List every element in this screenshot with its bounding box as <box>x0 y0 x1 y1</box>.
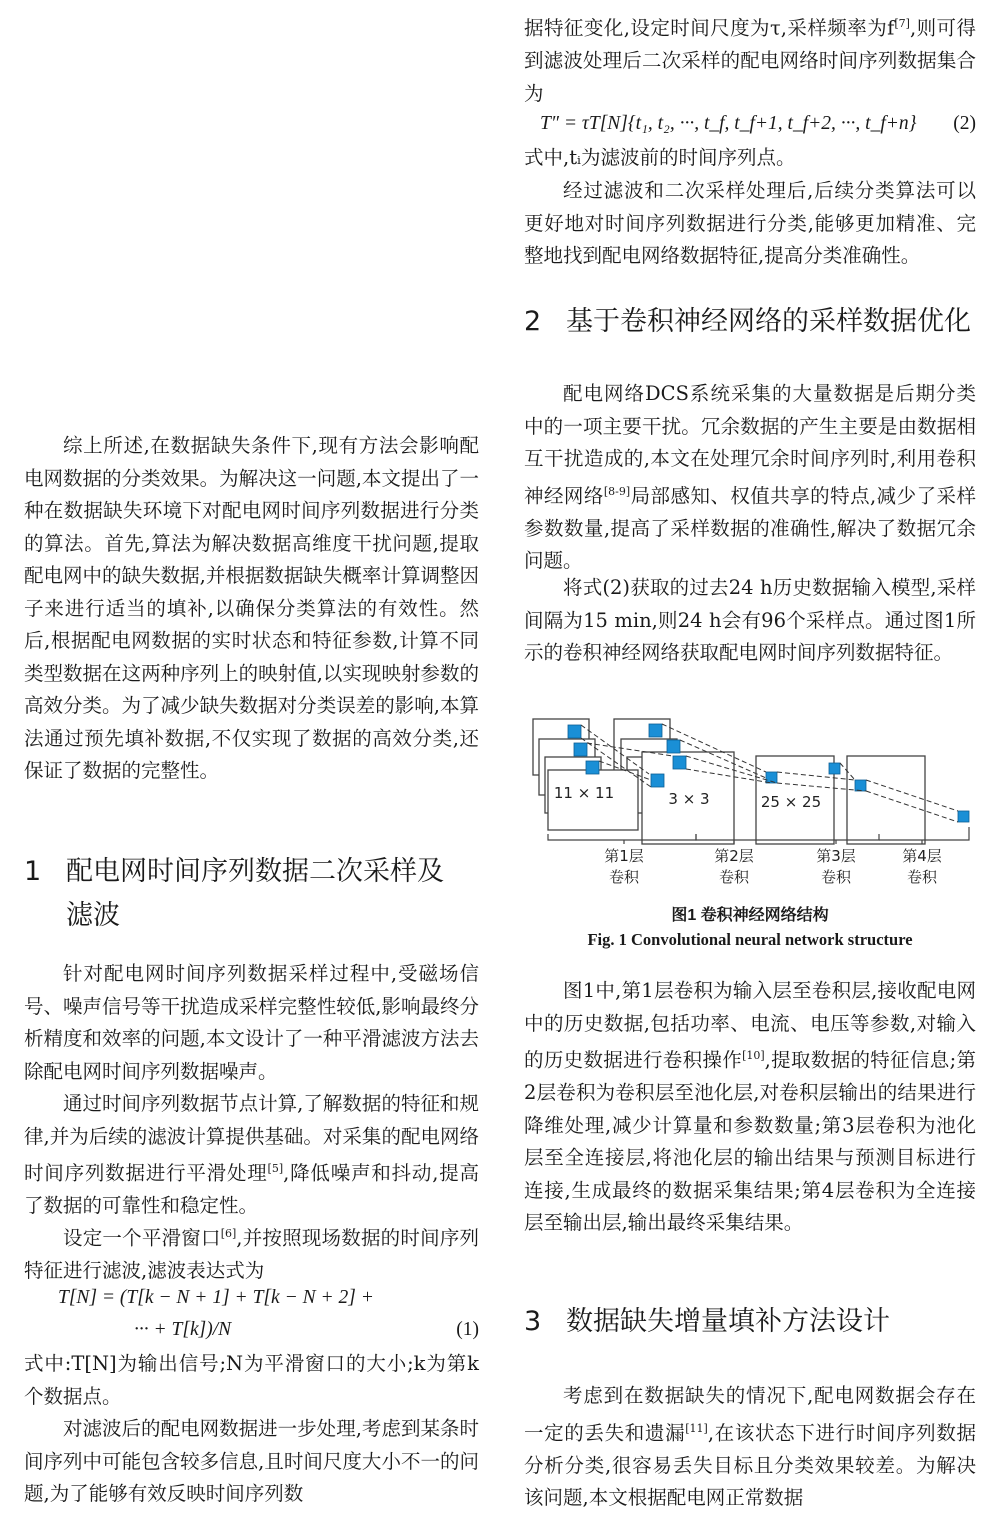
layer-3-label: 第3层 <box>816 847 856 865</box>
box-label-11x11: 11 × 11 <box>553 784 615 802</box>
fc-map-box <box>847 756 925 844</box>
layer-1-sub-label: 卷积 <box>608 868 640 886</box>
box-label-25x25: 25 × 25 <box>760 793 822 811</box>
section-2-heading <box>524 300 976 344</box>
layer-3-sub-label: 卷积 <box>820 868 852 886</box>
equation-2-explanation: 式中,tᵢ为滤波前的时间序列点。 <box>524 146 796 169</box>
equation-2: T″ = τT[N]{t₁, t₂, ···, t_f, t_f+1, t_f+2, ···, t_f+n} (2) <box>524 108 976 141</box>
kernel-out <box>958 811 969 822</box>
section-1-paragraph-4: 对滤波后的配电网数据进一步处理,考虑到某条时间序列中可能包含较多信息,且时间尺度大小不一的问题,为了能够有效反映时间序列数 <box>24 1417 479 1505</box>
figure-1-caption-en: Fig. 1 Convolutional neural network structure <box>587 930 913 949</box>
layer-4-label: 第4层 <box>902 847 942 865</box>
figure-1-caption-cn: 图1 卷积神经网络结构 <box>671 907 829 924</box>
equation-1-line-2: ··· + T[k])/N (1) <box>24 1314 479 1347</box>
equation-1-number: (1) <box>456 1319 479 1340</box>
kernel-2d <box>651 774 664 787</box>
kernel-2c <box>673 756 686 769</box>
citation-7: [7] <box>894 17 910 30</box>
section-1-paragraph-3: 设定一个平滑窗口[6],并按照现场数据的时间序列特征进行滤波,滤波表达式为 <box>24 1226 479 1282</box>
section-1-title-line2: 滤波 <box>66 900 120 931</box>
after-equation-2-paragraph: 经过滤波和二次采样处理后,后续分类算法可以更好地对时间序列数据进行分类,能够更加精准、完整地找到配电网络数据特征,提高分类准确性。 <box>524 179 976 267</box>
layer-4-sub-label: 卷积 <box>906 868 938 886</box>
equation-1-explanation: 式中:T[N]为输出信号;N为平滑窗口的大小;k为第k个数据点。 <box>24 1352 479 1408</box>
citation-11: [11] <box>685 1421 708 1435</box>
section-2-number: 2 <box>524 306 542 337</box>
layer-2-sub-label: 卷积 <box>718 868 750 886</box>
citation-10: [10] <box>742 1049 765 1062</box>
layer-1-label: 第1层 <box>604 847 644 865</box>
summary-paragraph: 综上所述,在数据缺失条件下,现有方法会影响配电网数据的分类效果。为解决这一问题,本文提出了一种在数据缺失环境下对配电网时间序列数据进行分类的算法。首先,算法为解决数据高维度干扰问题,提取配电网中的缺失数据,并根据数据缺失概率计算调整因子来进行适当的填补,以确保分类算法的有效性。然后,根据配电网数据的实时状态和特征参数,计算不同类型数据在这两种序列上的映射值,以实现映射参数的高效分类。为了减少缺失数据对分类误差的影响,本算法通过预先填补数据,不仅实现了数据的高效分类,还保证了数据的完整性。 <box>24 434 479 782</box>
kernel-2a <box>649 724 662 737</box>
kernel-4 <box>855 780 866 791</box>
section-1-paragraph-1: 针对配电网时间序列数据采样过程中,受磁场信号、噪声信号等干扰造成采样完整性较低,影响最终分析精度和效率的问题,本文设计了一种平滑滤波方法去除配电网时间序列数据噪声。 <box>24 962 479 1083</box>
section-3-heading <box>524 1300 976 1344</box>
citation-5: [5] <box>267 1162 284 1175</box>
figure-1-cnn-diagram <box>524 712 976 892</box>
section-2-paragraph-1: 配电网络DCS系统采集的大量数据是后期分类中的一项主要干扰。冗余数据的产生主要是由数据相互干扰造成的,本文在处理冗余时间序列时,利用卷积神经网络[8-9]局部感知、权值共享的特点,减少了采样参数数量,提高了采样数据的准确性,解决了数据冗余问题。 <box>524 382 976 572</box>
section-3-title: 数据缺失增量填补方法设计 <box>566 1306 890 1337</box>
section-3-number: 3 <box>524 1306 542 1337</box>
kernel-2b <box>667 740 680 753</box>
section-3-paragraph-1: 考虑到在数据缺失的情况下,配电网数据会存在一定的丢失和遗漏[11],在该状态下进行时间序列数据分析分类,很容易丢失目标且分类效果较差。为解决该问题,本文根据配电网正常数据 <box>524 1384 976 1509</box>
section-2-title: 基于卷积神经网络的采样数据优化 <box>566 306 971 337</box>
kernel-1a <box>568 725 581 738</box>
continued-paragraph: 据特征变化,设定时间尺度为τ,采样频率为f[7],则可得到滤波处理后二次采样的配电网络时间序列数据集合为 <box>524 16 977 105</box>
section-1-number: 1 <box>24 856 42 887</box>
section-1-heading <box>24 850 479 938</box>
box-label-3x3: 3 × 3 <box>668 790 710 808</box>
equation-1-line-1: T[N] = (T[k − N + 1] + T[k − N + 2] + <box>58 1287 374 1308</box>
equation-2-number: (2) <box>953 113 976 134</box>
kernel-1b <box>574 743 587 756</box>
kernel-3b <box>829 763 840 774</box>
kernel-1c <box>586 761 599 774</box>
section-1-paragraph-2: 通过时间序列数据节点计算,了解数据的特征和规律,并为后续的滤波计算提供基础。对采集的配电网络时间序列数据进行平滑处理[5],降低噪声和抖动,提高了数据的可靠性和稳定性。 <box>24 1092 479 1217</box>
section-2-paragraph-2: 将式(2)获取的过去24 h历史数据输入模型,采样间隔为15 min,则24 h会有96个采样点。通过图1所示的卷积神经网络获取配电网时间序列数据特征。 <box>524 576 976 664</box>
figure-1-description: 图1中,第1层卷积为输入层至卷积层,接收配电网中的历史数据,包括功率、电流、电压等参数,对输入的历史数据进行卷积操作[10],提取数据的特征信息;第2层卷积为卷积层至池化层,对卷积层输出的结果进行降维处理,减少计算量和参数数量;第3层卷积为池化层至全连接层,将池化层的输出结果与预测目标进行连接,生成最终的数据采集结果;第4层卷积为全连接层至输出层,输出最终采集结果。 <box>524 979 976 1234</box>
section-1-title-line1: 配电网时间序列数据二次采样及 <box>66 856 444 887</box>
layer-2-label: 第2层 <box>714 847 754 865</box>
citation-6: [6] <box>220 1227 237 1240</box>
citation-8-9: [8-9] <box>603 484 631 498</box>
